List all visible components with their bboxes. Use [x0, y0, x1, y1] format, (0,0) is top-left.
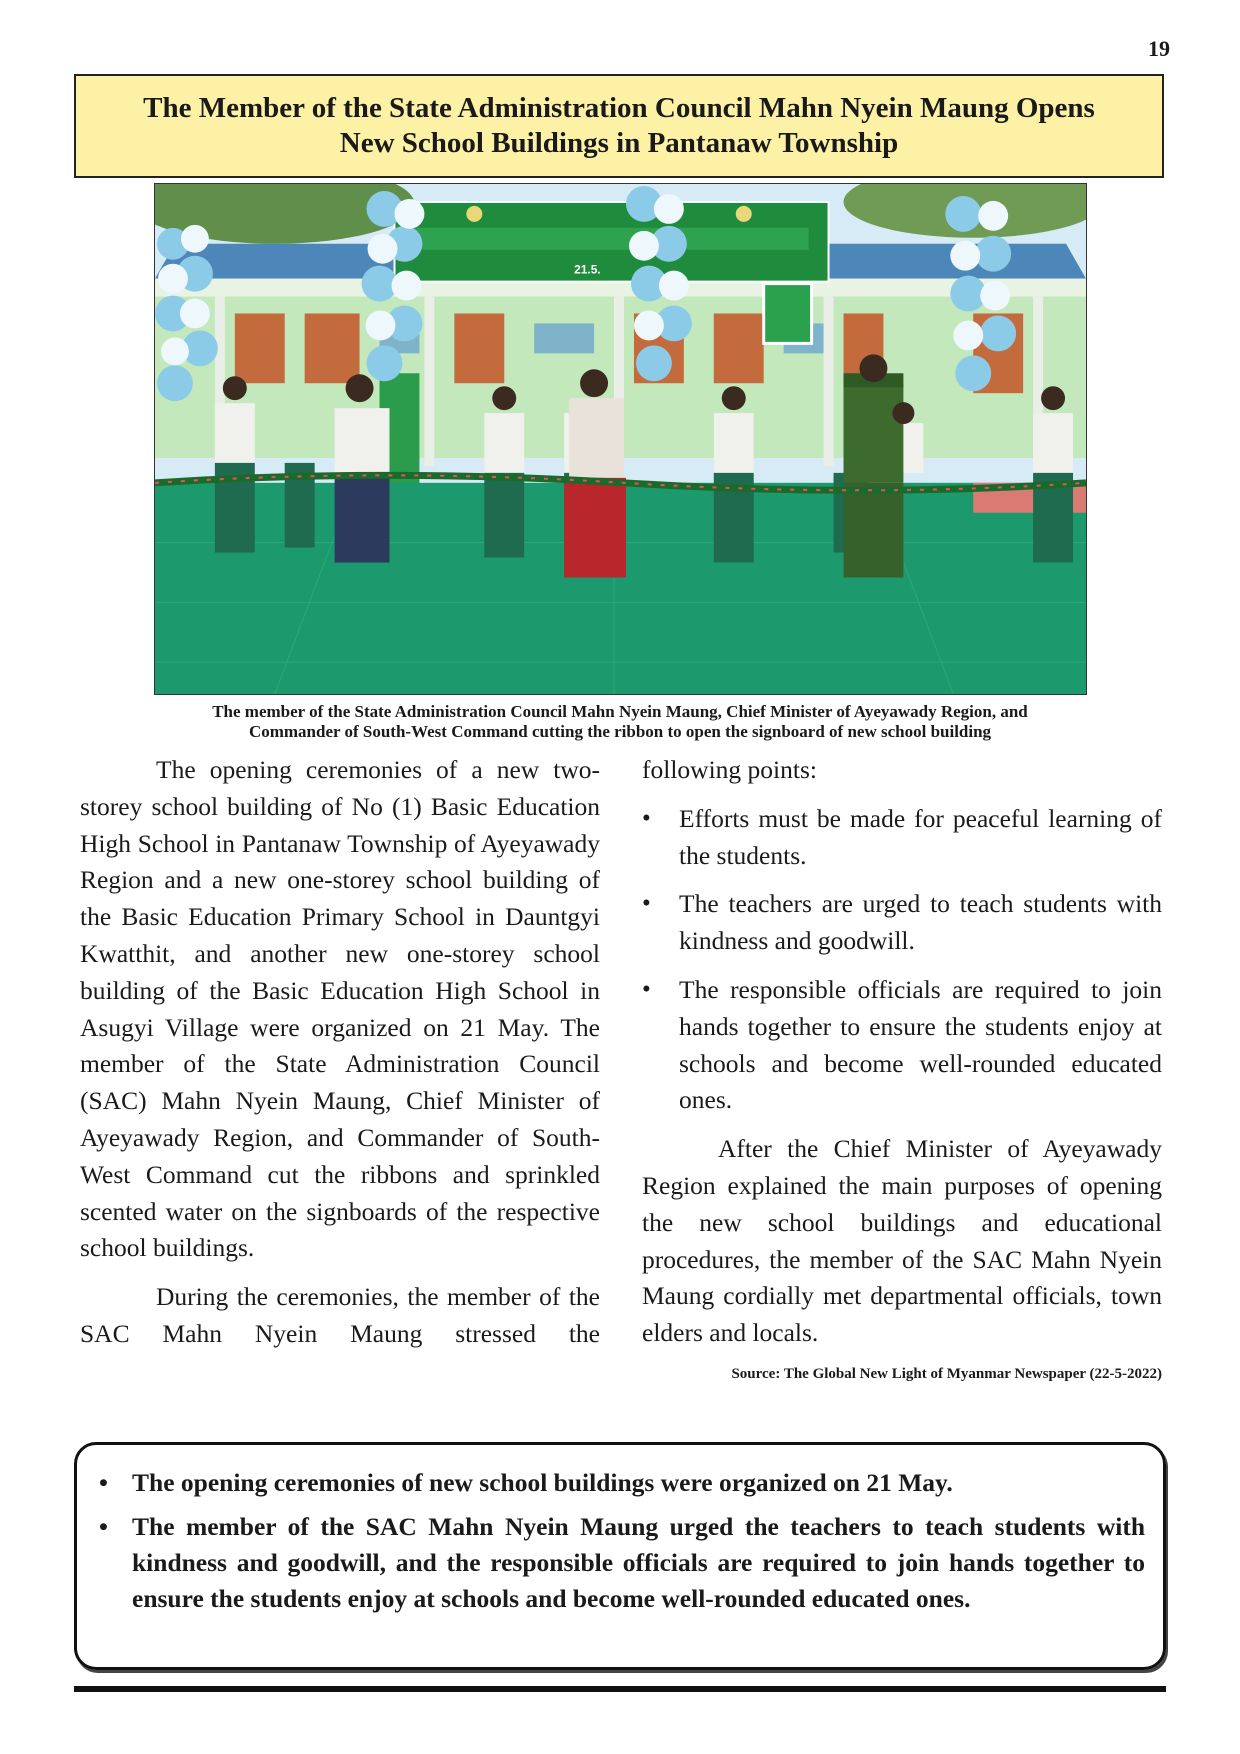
summary-item: • The member of the SAC Mahn Nyein Maung urged the teachers to teach students with kindness and goodwill, and the responsible officials are required to join hands together to ensure the students enjoy at schools and become well-rounded educated ones.: [91, 1509, 1145, 1617]
article-column-left: [80, 752, 600, 1353]
ceremony-photo: [154, 183, 1087, 695]
article-column-right: [642, 752, 1162, 1384]
key-points-list: [642, 801, 1162, 1119]
caption-line-1: The member of the State Administration Council Mahn Nyein Maung, Chief Minister of Ayeyawady Region, and: [212, 702, 1028, 721]
title-line-1: The Member of the State Administration Council Mahn Nyein Maung Opens: [143, 92, 1095, 124]
ceremony-illustration: [155, 184, 1086, 694]
school-signboard: [764, 284, 812, 344]
page-number: 19: [1148, 36, 1170, 61]
banner-emblem-left: [466, 206, 482, 222]
banner-emblem-right: [736, 206, 752, 222]
key-point-item: • The teachers are urged to teach students with kindness and goodwill.: [642, 886, 1162, 960]
banner-number: 21.5.: [574, 262, 601, 277]
article-paragraph-1: The opening ceremonies of a new two-storey school building of No (1) Basic Education High School in Pantanaw Township of Ayeyawady Region and a new one-storey school building of the Basic Education Primary School in Dauntgyi Kwatthit, and another new one-storey school building of the Basic Education High School in Asugyi Village were organized on 21 May. The member of the State Administration Council (SAC) Mahn Nyein Maung, Chief Minister of Ayeyawady Region, and Commander of South-West Command cut the ribbons and sprinkled scented water on the signboards of the respective school buildings.: [80, 755, 600, 1263]
man-suit-trousers: [335, 478, 390, 563]
bottom-divider: [74, 1686, 1166, 1692]
article-paragraph-3: After the Chief Minister of Ayeyawady Region explained the main purposes of opening the new school buildings and educational procedures, the member of the SAC Mahn Nyein Maung cordially met departmental officials, town elders and locals.: [642, 1134, 1162, 1348]
source-credit: Source: The Global New Light of Myanmar Newspaper (22-5-2022): [731, 1365, 1162, 1382]
banner-script-band: [414, 228, 808, 250]
military-uniform: [844, 383, 904, 483]
key-point-item: • Efforts must be made for peaceful learning of the students.: [642, 801, 1162, 875]
article-title: [74, 74, 1164, 178]
summary-list: [91, 1465, 1145, 1617]
key-point-item: • The responsible officials are required to join hands together to ensure the students enjoy at schools and become well-rounded educated ones.: [642, 972, 1162, 1119]
photo-caption: [100, 702, 1140, 742]
summary-box: [74, 1442, 1166, 1670]
summary-item: • The opening ceremonies of new school buildings were organized on 21 May.: [91, 1465, 1145, 1501]
article-paragraph-2: During the ceremonies, the member of the SAC Mahn Nyein Maung stressed the: [80, 1282, 600, 1348]
caption-line-2: Commander of South-West Command cutting the ribbon to open the signboard of new school building: [248, 722, 992, 741]
red-longyi: [564, 478, 626, 578]
title-line-2: New School Buildings in Pantanaw Township: [339, 127, 899, 159]
article-paragraph-2-continued: following points:: [642, 755, 817, 784]
